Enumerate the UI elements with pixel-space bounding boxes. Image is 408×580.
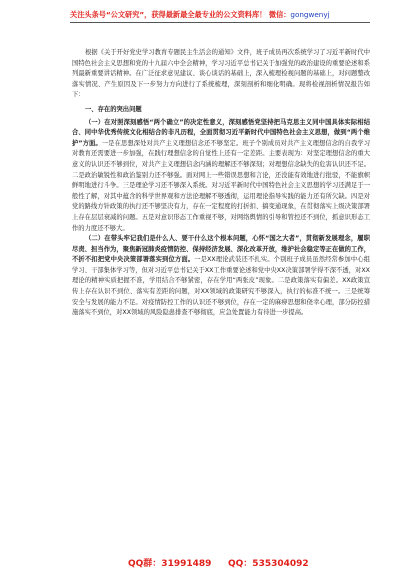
page-footer xyxy=(0,552,408,572)
qq-group-label: QQ群：31991489 xyxy=(128,559,212,569)
subsection-title-2: （二）在带头牢记我们是什么人、要干什么这个根本问题，心怀“国之大者”，贯彻新发展理念，履职尽责、担当作为，聚焦新冠肺炎疫情防控、保持经济发展、深化改革开放，维护社会稳定等正在做的工作，不折不扣把党中央决策部署落实到位方面。 xyxy=(72,235,370,264)
section-paragraph-2 xyxy=(72,234,370,319)
qq-contact-label: QQ：535304092 xyxy=(228,559,309,569)
subsection-body-1: 一是在思想深处对共产主义理想信念还不够坚定。班子个别成员对共产主义理想信念的自我学习对教育还需要进一步加强，在践行理想信念的自觉性上还有一定差距。主要表现为：对坚定理想信念的重大意义的认识还不够到位，对共产主义理想信念内涵的理解还不够深刻；对理想信念缺失的危害认识还不足。二是政治敏锐性和政治鉴别力还不够强。面对网上一些错误思想和言论，还没能有效地进行批驳，不能旗帜鲜明地进行斗争。三是理论学习还不够深入系统。对习近平新时代中国特色社会主义思想的学习还满足于一般性了解，对其中蕴含的科学世界观和方法论理解不够透彻，运用理论指导实践的能力还有所欠缺。四是对党的路线方针政策的执行还不够坚决有力，存在一定程度的打折扣、搞变通现象，在贯彻落实上级决策部署上存在层层衰减的问题。五是对意识形态工作重视不够，对网络舆情的引导和管控还不到位，抓意识形态工作的力度还不够大。 xyxy=(72,139,371,232)
section-paragraph-1 xyxy=(72,118,370,235)
header-rule xyxy=(70,22,370,23)
promo-text: 关注头条号“公文研究”，获得最新最全最专业的公文资料库！ 微信： xyxy=(70,10,291,19)
promo-banner[interactable] xyxy=(70,10,370,20)
section-heading: 一、存在的突出问题 xyxy=(85,105,142,113)
wechat-id[interactable]: gongwenyj xyxy=(290,10,330,19)
document-body xyxy=(72,48,370,319)
subsection-title-1: （一）在对照深刻感悟“两个确立”的决定性意义，深刻感悟党坚持把马克思主义同中国具体实际相结合、同中华优秀传统文化相结合的非凡历程，全面贯彻习近平新时代中国特色社会主义思想，做到“两个维护”方面。 xyxy=(72,118,370,147)
intro-paragraph: 根据《关于开好党史学习教育专题民主生活会的通知》文件，班子成员再次系统学习了习近平新时代中国特色社会主义思想和党的十九届六中全会精神，学习习近平总书记关于加强党的政治建设的重要论述和系列最新重要讲话精神。在广泛征求意见建议、谈心谈话的基础上，深入梳理检视问题的基础上，对问题整改落实情况、产生原因及下一步努力方向进行了系统梳理，深刻剖析和细化明确。现将检视剖析情况报告如下： xyxy=(72,49,370,99)
subsection-body-2: 一是XX理论武装还不扎实。个别班子成员虽然经常参加中心组学习、干部集体学习等，但对习近平总书记关于XX工作重要论述和党中央XX决策部署学得不深不透，对XX理论的精神实质把握不准，学用结合不够紧密，存在学用“两张皮”现象。二是政策落实有偏差。XX政策宣传上存在认识不到位、落实有差距的问题，对XX领域的政策研究不够深入，执行的标准不统一。三是统筹安全与发展的能力不足。对疫情防控工作的认识还不够到位，存在一定的麻痹思想和侥幸心理，部分防控措施落实不到位，对XX领域的风险隐患排查不够彻底，应急处置能力有待进一步提高。 xyxy=(72,256,371,317)
page-header xyxy=(0,0,408,44)
